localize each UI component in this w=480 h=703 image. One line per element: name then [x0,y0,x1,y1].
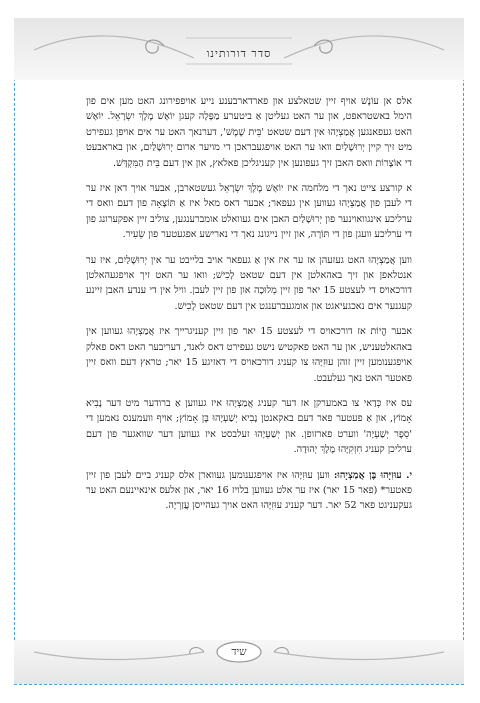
paragraph-6-text: ווען עוּזִיָּהוּ איז אויפגענומען געווארן אלס קעניג ביים לעבן פון זיין פאטער* (פאר 15 יאר) איז ער אלט געווען בלויז 16 יאר, און אלעס אינאיינעם האט ער געקעניגט פאר 52 יאר. דער קעניג עוּזִיָּהוּ האט אויך געהייסן עֲזַרְיָה. [86,469,412,512]
book-title: סדר דורותינו [206,47,272,60]
paragraph-4: אבער הֱיוֹת אז דורכאויס די לעצטע 15 יאר פון זיין קעניגרייך איז אֲמַצְיָהוּ געווען אין באהאלטעניש, און ער האט פאקטיש נישט געפירט דאס לאנד, דעריבער האט דאס פאלק אויפגענומען זיין זוהן עוּזִיָּהוּ צו קעניג דורכאויס די דאזיגע 15 יאר; טראץ דעם וואס זיין פאטער האט נאך געלעבט. [86,326,412,384]
paragraph-6 [86,468,412,514]
page-number: שיד [231,646,247,658]
paragraph-3: ווען אֲמַצְיָהוּ האט געזעהן אז ער איז אין אַ געפאר אויב בלייבט ער אין יְרוּשָׁלַיִם, איז ער אנטלאפן און זיך באהאלטן אין דעם שטאט לָכִישׁ; וואו ער האט זיך אויפגעהאלטן דורכאויס די לעצטע 15 יאר פון זיין מְלוּכָה און פון זיין לעבן. וויל אין די ענדע האבן זיינע קעגנער אים נאכגעיאגט און אומגעברענגט אין דעם שטאט לָכִישׁ. [86,254,412,312]
paragraph-1: אלס אן עוֹנֶשׁ אויף זיין שטאלצע און פארדארבענע נייע אויפפירונג האט מען אים פון הימל באשטראפט, און ער האט געליטן אַ ביטערע מַפָּלָה קעגן יוֹאָשׁ מֶלֶךְ יִשְׂרָאֵל. יוֹאָשׁ האט געפאנגען אֲמַצְיָהוּ אין דעם שטאט 'בֵּית שֶׁמֶשׁ', דערנאך האט ער אים אויפן געפירט מיט זיך קיין יְרוּשָׁלַיִם וואו ער האט אויפגעבראכן די מויער ארום יְרוּשָׁלַיִם, און באראבעט די אוֹצָרוֹת וואס האבן זיך געפונען אין קעניגליכן פאלאץ, און אין דעם בֵּית הַמִּקְדָּשׁ. [86,96,412,169]
paragraph-5: עס איז כְּדַאי צו באמערקן אז דער קעניג אֲמַצְיָהוּ איז געווען אַ ברודער מיט דער נָבִיא אָמוֹץ, און אַ פעטער פאר דעם באקאנטן נָבִיא יְשַׁעְיָהוּ בֶּן אָמוֹץ; אויף וועמענס נאמען די 'סֵפֶר יְשַׁעְיָה' ווערט פארזופן. און יְשַׁעְיָהוּ זעלבסט איז געווען דער שוואגער פון דעם ערליכן קעניג חִזְקִיָּהוּ מֶלֶךְ יְהוּדָה. [86,397,412,456]
page-header [14,18,464,80]
section-heading: י. עוּזִיָּהוּ בֶּן אֲמַצְיָהוּ: [333,469,412,481]
paragraph-2: א קורצע צייט נאך די מלחמה איז יוֹאָשׁ מֶלֶךְ יִשְׂרָאֵל געשטארבן, אבער אויך דאן איז ער די לעבן פון אֲמַצְיָהוּ געווען אין געפאר; אבער דאס מאל איז אַ תּוֹצָאָה פון דעם וואס די ערליכע אינגוואוינער פון יְרוּשָׁלַיִם האבן אים געוואלט אומברענגען, צוליב זיין אפקערונג פון די ערליכע וועגן פון די תּוֹרָה, און זיין נייגונג נאך די נארישע אפגעטער פון שֵׂעִיר. [86,183,412,241]
page-footer [14,640,464,684]
main-text [86,94,412,514]
